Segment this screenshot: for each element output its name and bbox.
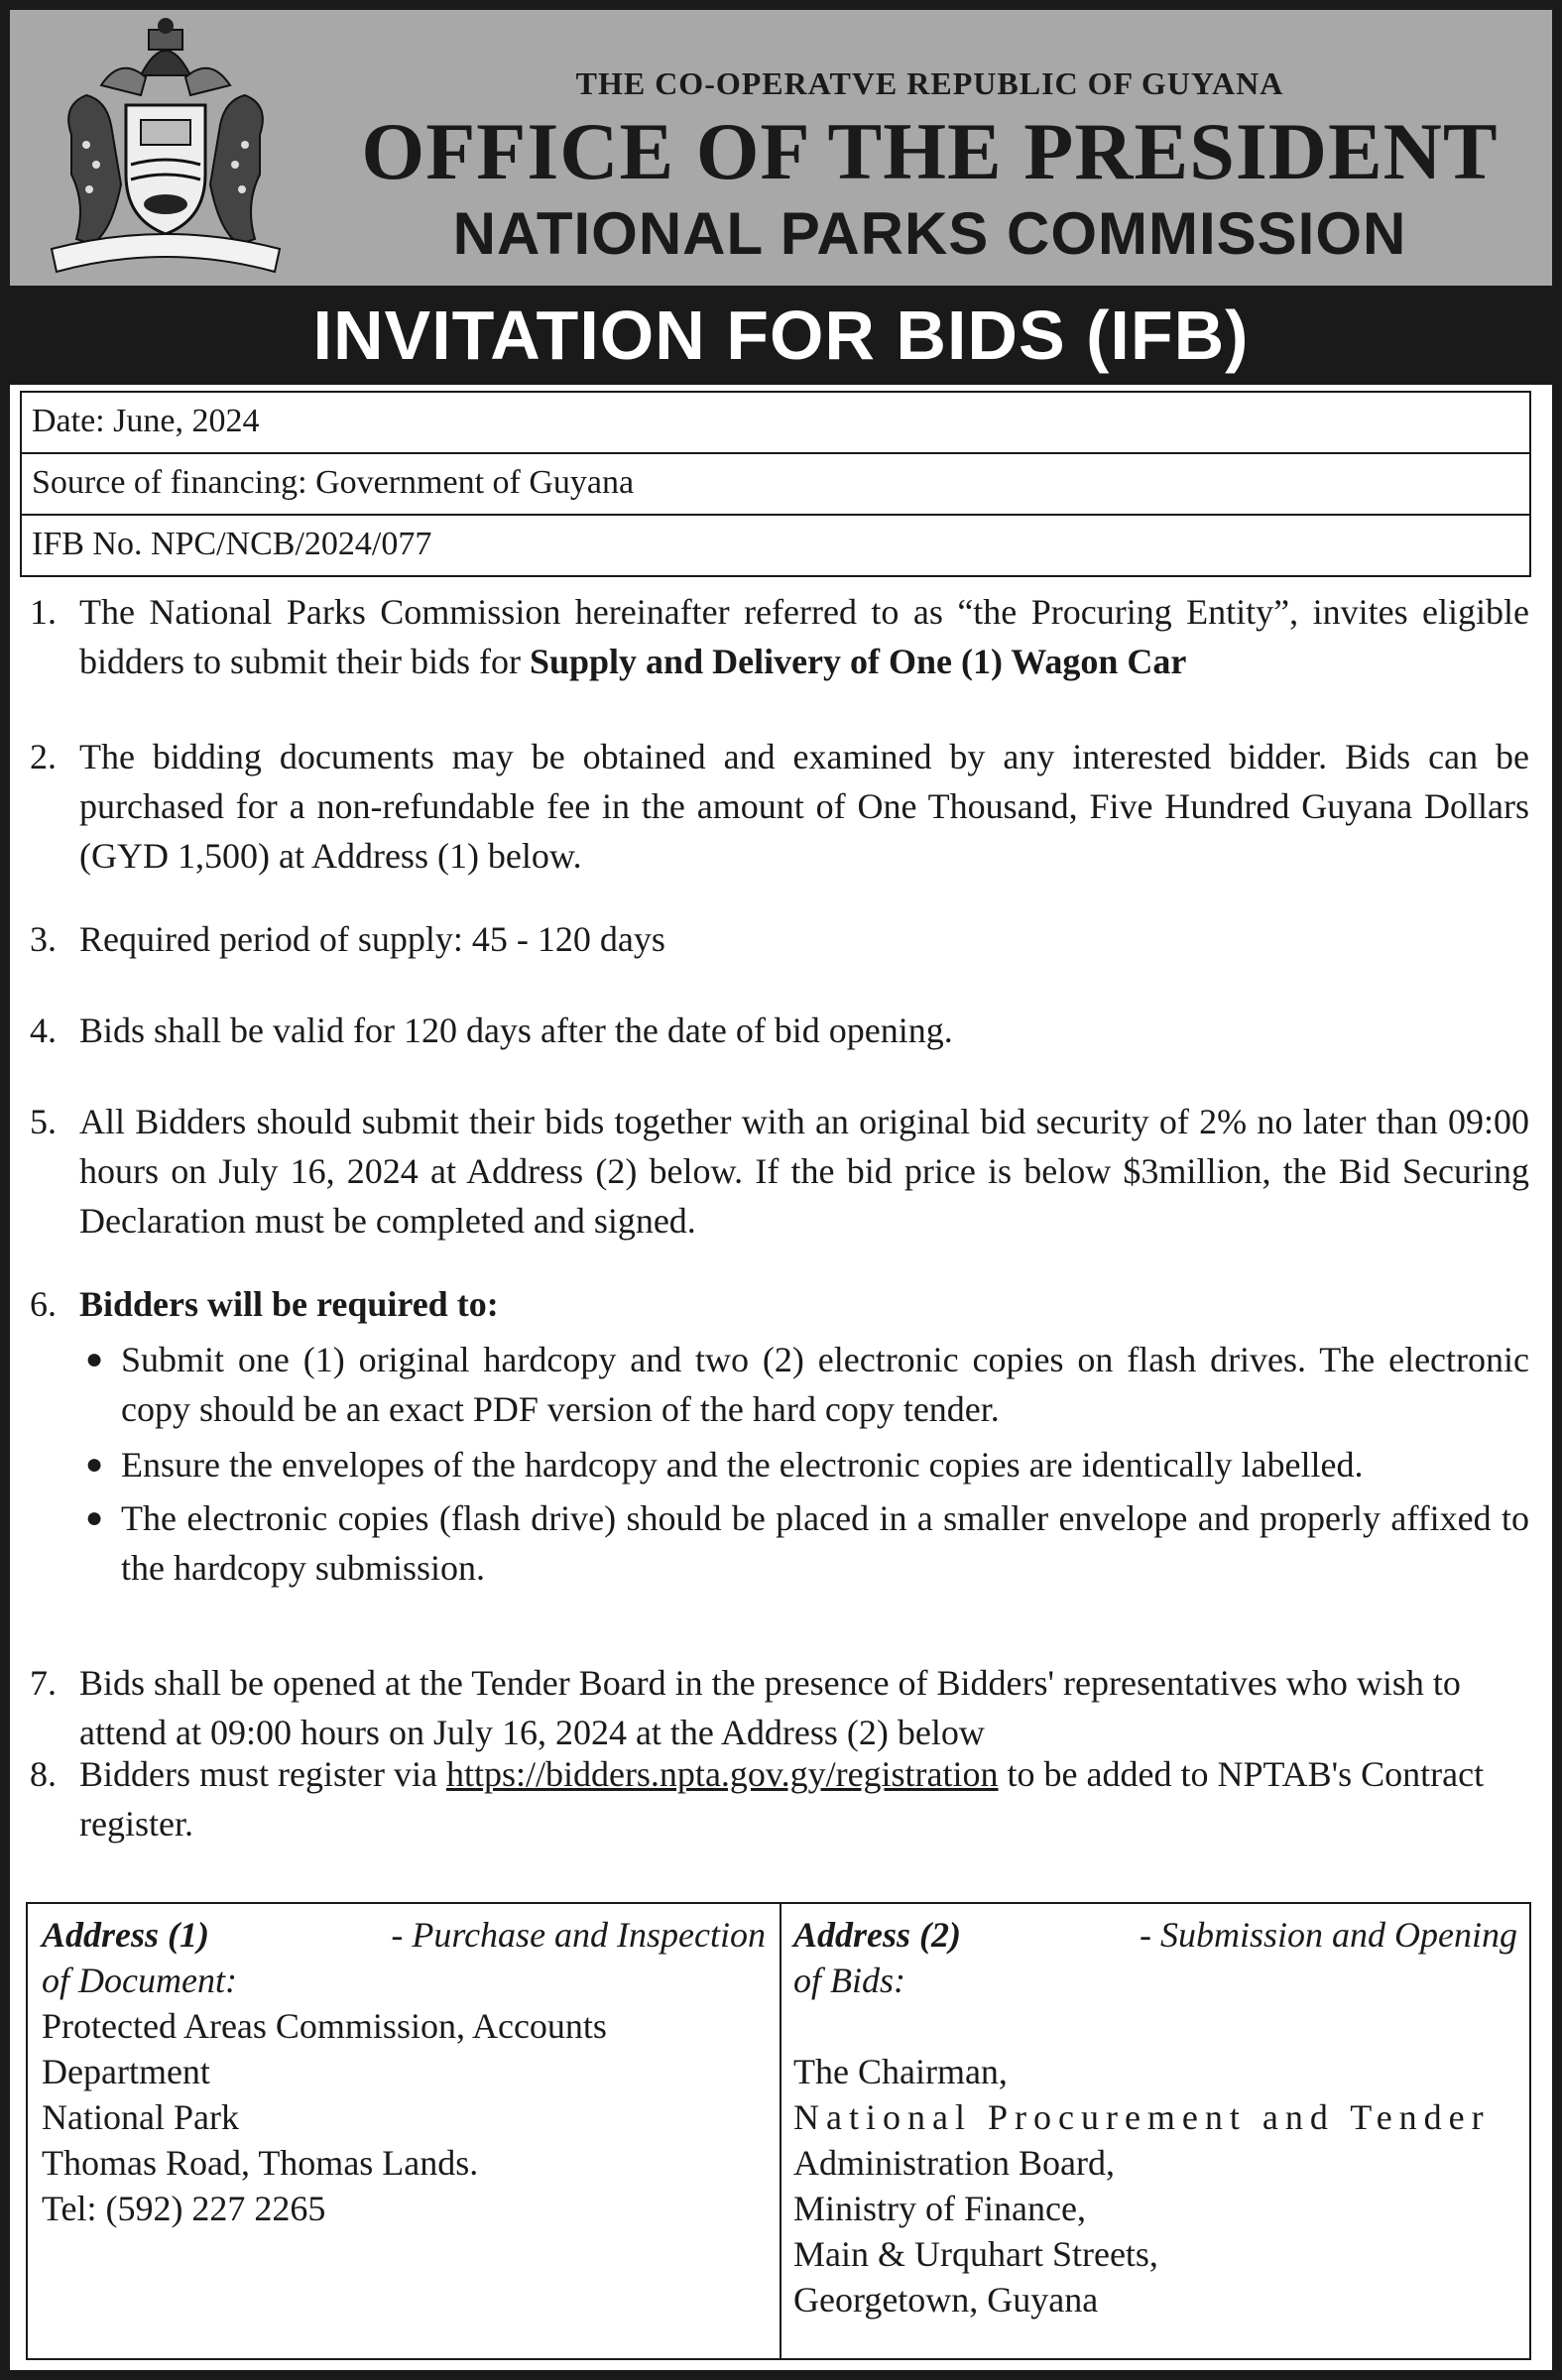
clause-7: 7. Bids shall be opened at the Tender Board in the presence of Bidders' representatives who wish to attend at 09:00 hours on July 16, 2024 at the Address (2) below	[30, 1663, 1461, 1752]
financing-row: Source of financing: Government of Guyana	[22, 454, 1529, 516]
bullet-icon: ●	[85, 1343, 104, 1375]
address-1-purpose: - Purchase and Inspection	[391, 1915, 766, 1955]
clause-8: 8. Bidders must register via https://bidders.npta.gov.gy/registration to be added to NPTAB's Contract register.	[30, 1754, 1485, 1844]
address-1: Address (1) - Purchase and Inspection of Document: Protected Areas Commission, Accounts Department National Park Thomas Road, Thomas Lands. Tel: (592) 227 2265	[42, 1912, 766, 2231]
address-1-label: Address (1)	[42, 1915, 209, 1955]
bullet-icon: ●	[85, 1501, 104, 1534]
address-2-label: Address (2)	[793, 1915, 961, 1955]
clause-6: 6. Bidders will be required to:	[30, 1284, 499, 1324]
info-table	[20, 391, 1531, 577]
office-title: OFFICE OF THE PRESIDENT	[361, 106, 1499, 196]
column-divider	[780, 1904, 781, 2360]
address-2-purpose: - Submission and Opening	[1140, 1915, 1517, 1955]
clause-4: 4. Bids shall be valid for 120 days after the date of bid opening.	[30, 1011, 953, 1050]
list-item: ● The electronic copies (flash drive) should be placed in a smaller envelope and properly affixed to the hardcopy submission.	[85, 1493, 1529, 1593]
republic-title: THE CO-OPERATVE REPUBLIC OF GUYANA	[575, 65, 1284, 101]
list-item: ● Submit one (1) original hardcopy and two (2) electronic copies on flash drives. The electronic copy should be an exact PDF version of the hard copy tender.	[85, 1335, 1529, 1434]
clause-3: 3. Required period of supply: 45 - 120 days	[30, 919, 665, 959]
date-row: Date: June, 2024	[22, 393, 1529, 454]
coat-of-arms-icon	[32, 16, 300, 282]
commission-title: NATIONAL PARKS COMMISSION	[452, 200, 1407, 267]
ifb-number-row: IFB No. NPC/NCB/2024/077	[32, 526, 432, 562]
address-2: Address (2) - Submission and Opening of Bids: The Chairman, National Procurement and Tender Administration Board, Ministry of Finance, Main & Urquhart Streets, Georgetown, Guyana	[793, 1912, 1517, 2322]
clause-2: 2. The bidding documents may be obtained and examined by any interested bidder. Bids can be purchased for a non-refundable fee in the amount of One Thousand, Five Hundred Guyana Dollars (GYD 1,500) at Address (1) below.	[30, 737, 1529, 876]
clause-1: 1. The National Parks Commission hereinafter referred to as “the Procuring Entity”, invites eligible bidders to submit their bids for Supply and Delivery of One (1) Wagon Car	[30, 592, 1529, 681]
list-item: ● Ensure the envelopes of the hardcopy and the electronic copies are identically labelled.	[85, 1440, 1529, 1489]
bullet-icon: ●	[85, 1448, 104, 1481]
address-table	[26, 1902, 1531, 2360]
clause-5: 5. All Bidders should submit their bids together with an original bid security of 2% no later than 09:00 hours on July 16, 2024 at Address (2) below. If the bid price is below $3million, the Bid Securing Declaration must be completed and signed.	[30, 1102, 1529, 1241]
registration-link[interactable]: https://bidders.npta.gov.gy/registration	[445, 1754, 999, 1794]
header	[10, 10, 1552, 286]
ifb-banner: INVITATION FOR BIDS (IFB)	[10, 286, 1552, 385]
